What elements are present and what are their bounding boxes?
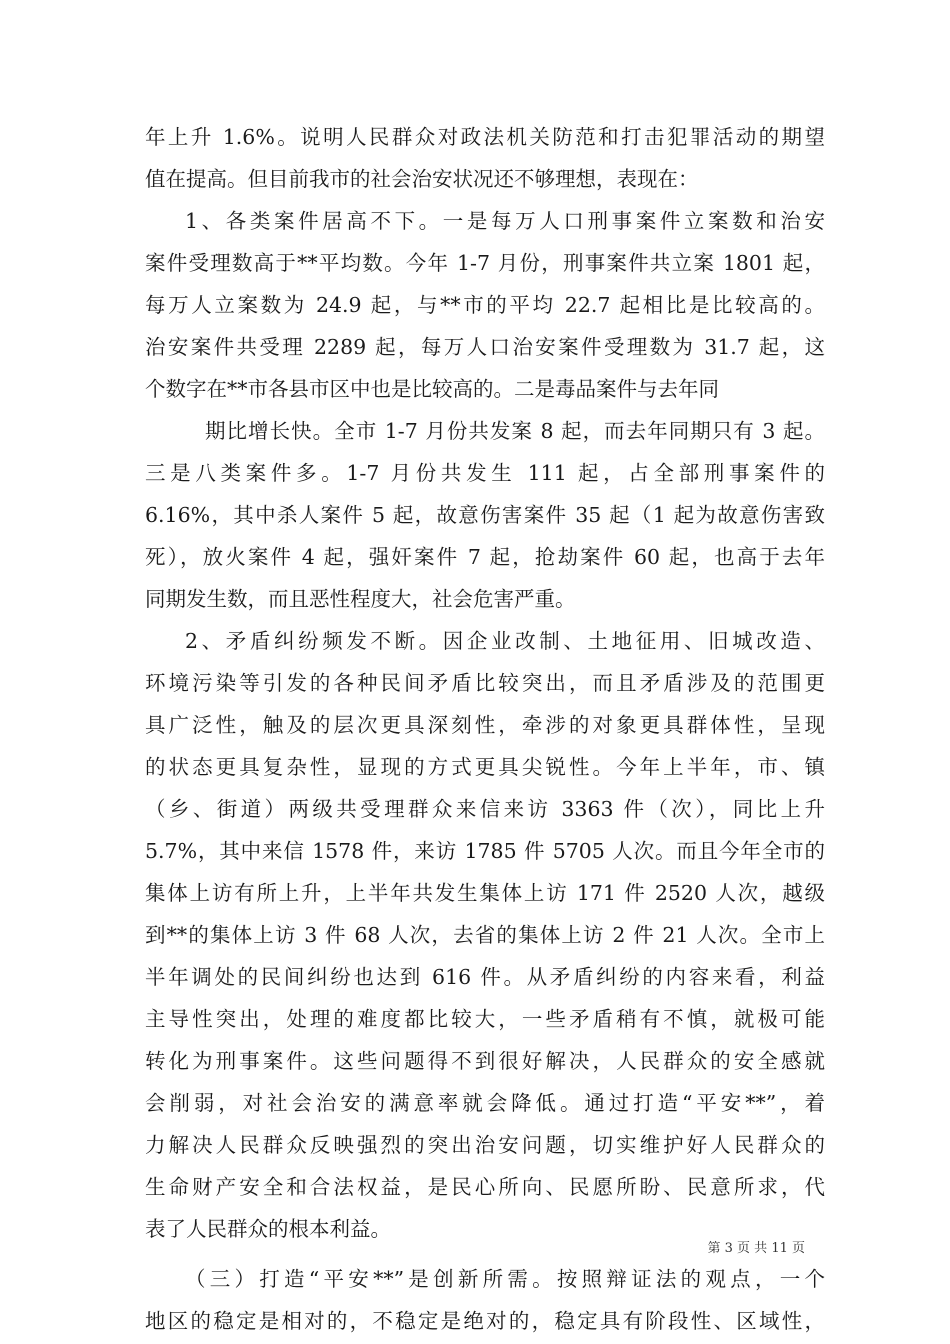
body-line-12: 同期发生数，而且恶性程度大，社会危害严重。: [145, 587, 576, 611]
body-line-2: 值在提高。但目前我市的社会治安状况还不够理想，表现在：: [145, 167, 699, 191]
body-line-28: （三）打造“平安**”是创新所需。按照辩证法的观点，一个: [185, 1267, 825, 1291]
body-line-6: 治安案件共受理 2289 起，每万人口治安案件受理数为 31.7 起，这: [145, 335, 825, 359]
body-line-7: 个数字在**市各县市区中也是比较高的。二是毒品案件与去年同: [145, 377, 719, 401]
body-line-17: （乡、街道）两级共受理群众来信来访 3363 件（次），同比上升: [145, 797, 825, 821]
body-line-13: 2、矛盾纠纷频发不断。因企业改制、土地征用、旧城改造、: [185, 629, 825, 653]
body-line-4: 案件受理数高于**平均数。今年 1-7 月份，刑事案件共立案 1801 起，: [145, 251, 825, 275]
body-line-16: 的状态更具复杂性，显现的方式更具尖锐性。今年上半年，市、镇: [145, 755, 825, 779]
body-line-9: 三是八类案件多。1-7 月份共发生 111 起，占全部刑事案件的: [145, 461, 825, 485]
body-line-21: 半年调处的民间纠纷也达到 616 件。从矛盾纠纷的内容来看，利益: [145, 965, 825, 989]
body-line-15: 具广泛性，触及的层次更具深刻性，牵涉的对象更具群体性，呈现: [145, 713, 825, 737]
body-line-26: 生命财产安全和合法权益，是民心所向、民愿所盼、民意所求，代: [145, 1175, 825, 1199]
body-line-27: 表了人民群众的根本利益。: [145, 1217, 391, 1241]
body-line-19: 集体上访有所上升，上半年共发生集体上访 171 件 2520 人次，越级: [145, 881, 825, 905]
body-line-1: 年上升 1.6%。说明人民群众对政法机关防范和打击犯罪活动的期望: [145, 125, 825, 149]
body-line-10: 6.16%，其中杀人案件 5 起，故意伤害案件 35 起（1 起为故意伤害致: [145, 503, 825, 527]
body-line-18: 5.7%，其中来信 1578 件，来访 1785 件 5705 人次。而且今年全市的: [145, 839, 825, 863]
body-line-11: 死），放火案件 4 起，强奸案件 7 起，抢劫案件 60 起，也高于去年: [145, 545, 825, 569]
body-line-22: 主导性突出，处理的难度都比较大，一些矛盾稍有不慎，就极可能: [145, 1007, 825, 1031]
body-line-24: 会削弱，对社会治安的满意率就会降低。通过打造“平安**”，着: [145, 1091, 825, 1115]
body-line-23: 转化为刑事案件。这些问题得不到很好解决，人民群众的安全感就: [145, 1049, 825, 1073]
body-line-20: 到**的集体上访 3 件 68 人次，去省的集体上访 2 件 21 人次。全市上: [145, 923, 825, 947]
body-line-5: 每万人立案数为 24.9 起，与**市的平均 22.7 起相比是比较高的。: [145, 293, 825, 317]
body-line-25: 力解决人民群众反映强烈的突出治安问题，切实维护好人民群众的: [145, 1133, 825, 1157]
body-line-14: 环境污染等引发的各种民间矛盾比较突出，而且矛盾涉及的范围更: [145, 671, 825, 695]
body-line-3: 1、各类案件居高不下。一是每万人口刑事案件立案数和治安: [185, 209, 825, 233]
body-line-29: 地区的稳定是相对的，不稳定是绝对的，稳定具有阶段性、区域性，: [145, 1309, 825, 1333]
page-number-footer: 第 3 页 共 11 页: [707, 1241, 805, 1256]
body-line-8: 期比增长快。全市 1-7 月份共发案 8 起，而去年同期只有 3 起。: [205, 419, 825, 443]
